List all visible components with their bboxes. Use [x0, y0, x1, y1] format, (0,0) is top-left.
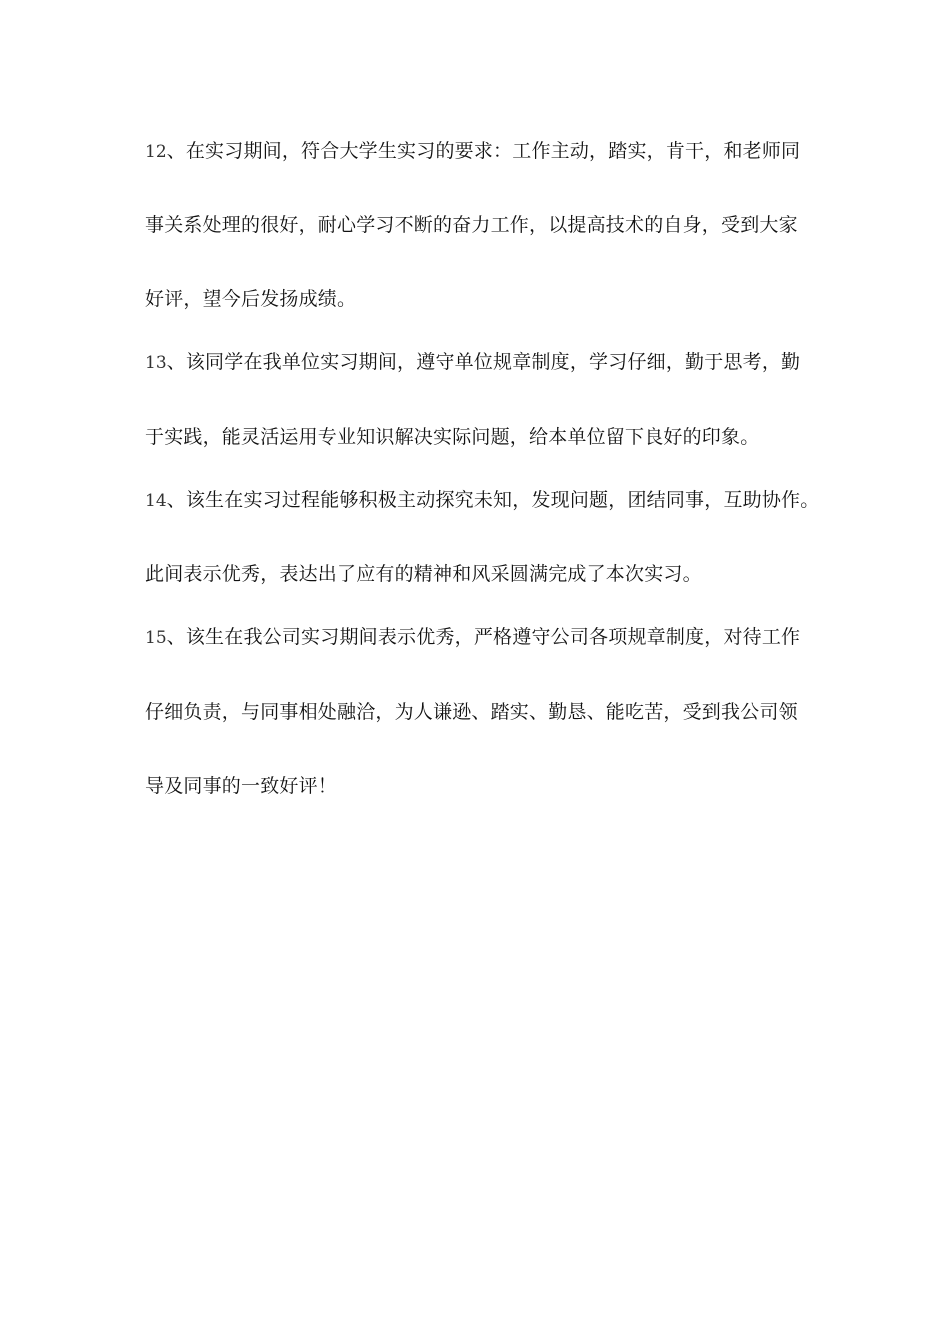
paragraph-13-line-1	[145, 350, 800, 375]
paragraph-12-line-1	[145, 139, 800, 164]
paragraph-text: 此间表示优秀，表达出了应有的精神和风采圆满完成了本次实习。	[145, 563, 702, 585]
paragraph-number: 15	[145, 628, 167, 648]
paragraph-number: 12	[145, 142, 167, 162]
paragraph-15-line-3	[145, 774, 337, 798]
paragraph-number: 14	[145, 491, 167, 511]
paragraph-12-line-2	[145, 213, 798, 237]
paragraph-text: 导及同事的一致好评！	[145, 775, 338, 797]
paragraph-text: 、在实习期间，符合大学生实习的要求：工作主动，踏实，肯干，和老师同	[166, 140, 801, 162]
paragraph-text: 仔细负责，与同事相处融洽，为人谦逊、踏实、勤恳、能吃苦，受到我公司领	[145, 701, 798, 723]
paragraph-15-line-2	[145, 700, 798, 724]
paragraph-text: 、该生在我公司实习期间表示优秀，严格遵守公司各项规章制度，对待工作	[166, 626, 801, 648]
paragraph-13-line-2	[145, 425, 759, 449]
paragraph-text: 好评，望今后发扬成绩。	[145, 288, 357, 310]
paragraph-text: 于实践，能灵活运用专业知识解决实际问题，给本单位留下良好的印象。	[145, 426, 760, 448]
paragraph-14-line-1	[145, 488, 819, 513]
paragraph-14-line-2	[145, 562, 702, 586]
paragraph-12-line-3	[145, 287, 356, 311]
paragraph-15-line-1	[145, 625, 800, 650]
paragraph-text: 、该同学在我单位实习期间，遵守单位规章制度，学习仔细，勤于思考，勤	[166, 351, 801, 373]
paragraph-text: 、该生在实习过程能够积极主动探究未知，发现问题，团结同事，互助协作。	[166, 489, 820, 511]
paragraph-number: 13	[145, 353, 167, 373]
paragraph-text: 事关系处理的很好，耐心学习不断的奋力工作，以提高技术的自身，受到大家	[145, 214, 798, 236]
